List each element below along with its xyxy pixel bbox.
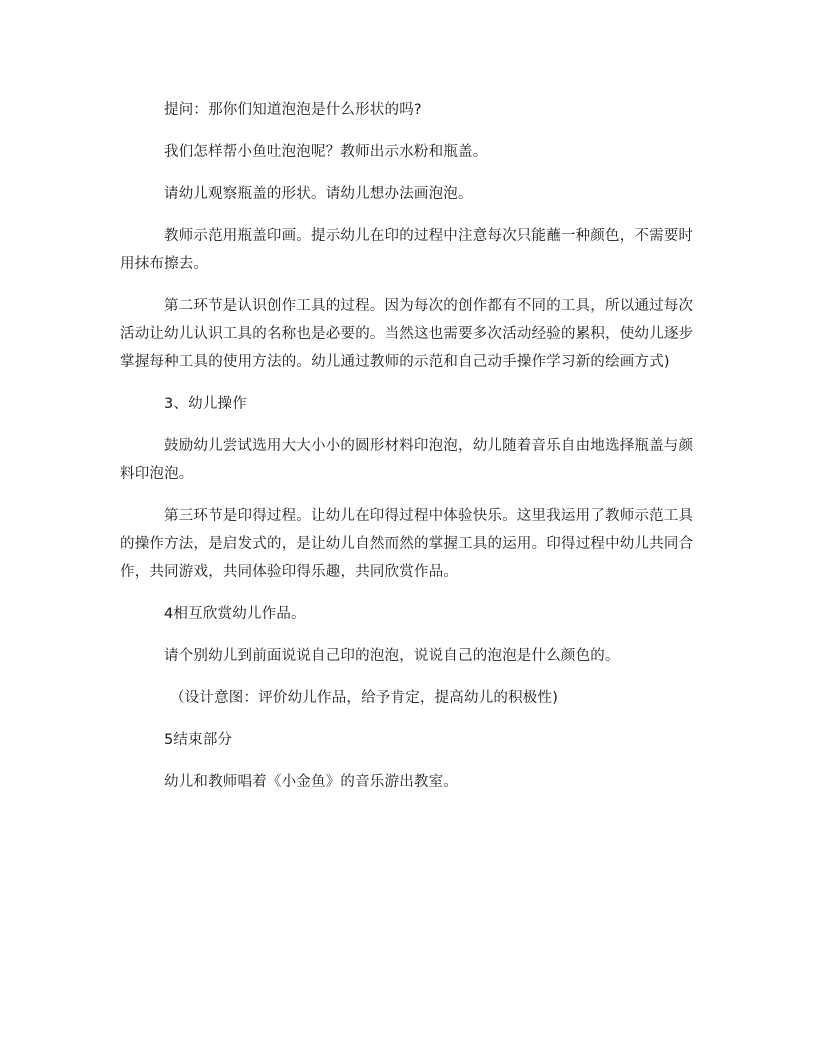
paragraph-design-intent: （设计意图：评价幼儿作品，给予肯定，提高幼儿的积极性) — [170, 690, 559, 706]
heading-ending-part: 5结束部分 — [164, 732, 233, 748]
paragraph-second-stage: 第二环节是认识创作工具的过程。因为每次的创作都有不同的工具，所以通过每次活动让幼儿认识工具的名称也是必要的。当然这也需要多次活动经验的累积，使幼儿逐步掌握每种工具的使用方法的。幼儿通过教师的示范和自己动手操作学习新的绘画方式) — [120, 298, 694, 370]
document-page — [120, 96, 696, 810]
paragraph-encourage-printing: 鼓励幼儿尝试选用大大小小的圆形材料印泡泡，幼儿随着音乐自由地选择瓶盖与颜料印泡泡。 — [120, 438, 694, 482]
paragraph-sing-goldfish: 幼儿和教师唱着《小金鱼》的音乐游出教室。 — [164, 774, 458, 790]
paragraph-question-bubble-shape: 提问：那你们知道泡泡是什么形状的吗? — [164, 102, 422, 118]
paragraph-describe-bubbles: 请个别幼儿到前面说说自己印的泡泡，说说自己的泡泡是什么颜色的。 — [164, 648, 620, 664]
paragraph-observe-bottle-cap: 请幼儿观察瓶盖的形状。请幼儿想办法画泡泡。 — [164, 186, 473, 202]
paragraph-help-fish-bubbles: 我们怎样帮小鱼吐泡泡呢？教师出示水粉和瓶盖。 — [164, 144, 488, 160]
heading-appreciate-works: 4相互欣赏幼儿作品。 — [164, 606, 306, 622]
heading-children-operation: 3、幼儿操作 — [164, 396, 247, 412]
paragraph-teacher-demo: 教师示范用瓶盖印画。提示幼儿在印的过程中注意每次只能蘸一种颜色，不需要时用抹布擦去。 — [120, 228, 694, 272]
paragraph-third-stage: 第三环节是印得过程。让幼儿在印得过程中体验快乐。这里我运用了教师示范工具的操作方法，是启发式的，是让幼儿自然而然的掌握工具的运用。印得过程中幼儿共同合作，共同游戏，共同体验印得乐趣，共同欣赏作品。 — [120, 508, 694, 580]
